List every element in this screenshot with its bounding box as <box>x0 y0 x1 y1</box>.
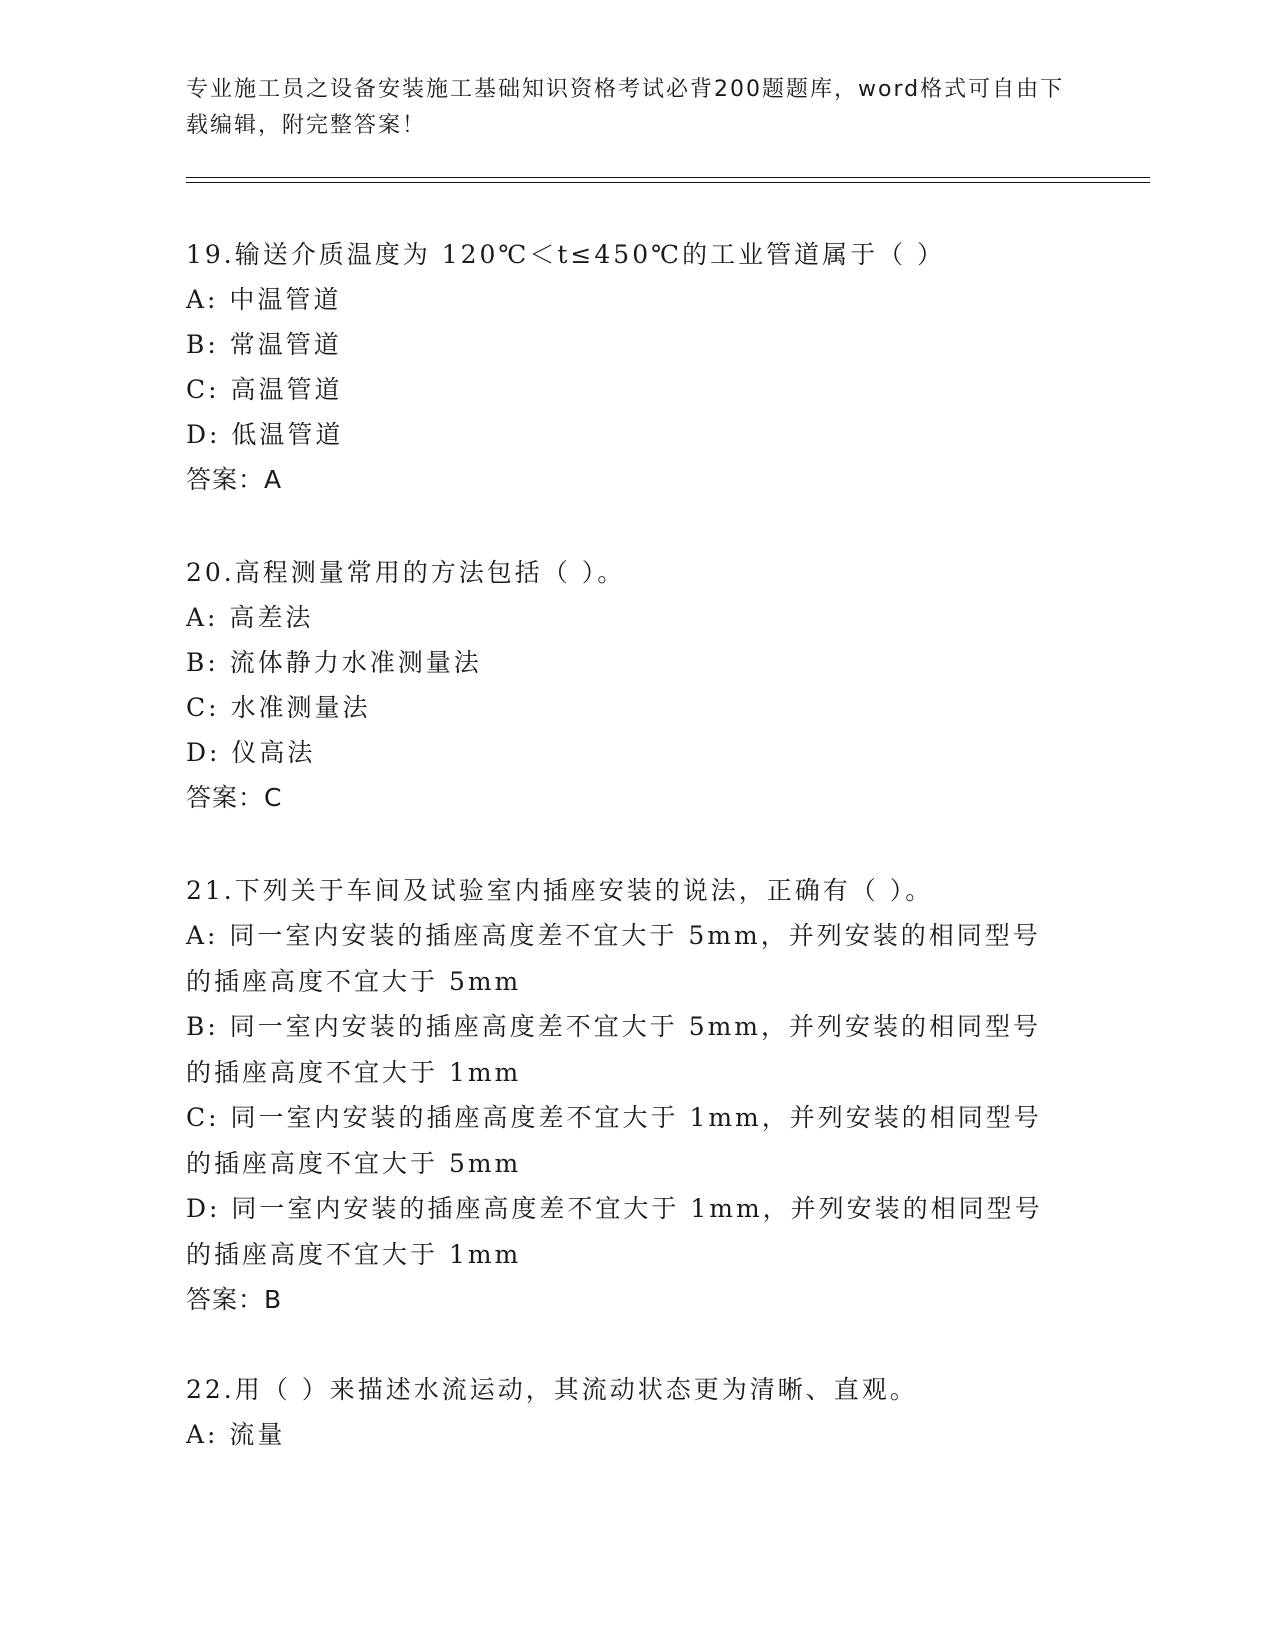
option-c: C: 高温管道 <box>186 375 343 404</box>
option-c: C: 同一室内安装的插座高度差不宜大于 1mm，并列安装的相同型号的插座高度不宜大于 5mm <box>186 1103 1042 1178</box>
question-22 <box>186 1367 1086 1457</box>
option-a: A: 同一室内安装的插座高度差不宜大于 5mm，并列安装的相同型号的插座高度不宜大于 5mm <box>186 921 1041 996</box>
answer: 答案：C <box>186 783 283 812</box>
option-d: D: 同一室内安装的插座高度差不宜大于 1mm，并列安装的相同型号的插座高度不宜大于 1mm <box>186 1194 1043 1269</box>
option-c: C: 水准测量法 <box>186 693 371 722</box>
question-stem: 20.高程测量常用的方法包括（ ）。 <box>186 558 626 587</box>
question-stem: 19.输送介质温度为 120℃＜t≤450℃的工业管道属于（ ） <box>186 240 946 269</box>
option-b: B: 流体静力水准测量法 <box>186 648 482 677</box>
option-a: A: 中温管道 <box>186 285 342 314</box>
option-d: D: 低温管道 <box>186 420 344 449</box>
header-divider-bottom <box>186 182 1150 183</box>
option-a: A: 流量 <box>186 1420 286 1449</box>
option-a: A: 高差法 <box>186 603 314 632</box>
answer: 答案：B <box>186 1285 283 1314</box>
question-stem: 22.用（ ）来描述水流运动，其流动状态更为清晰、直观。 <box>186 1375 918 1404</box>
question-20 <box>186 550 1086 820</box>
option-b: B: 常温管道 <box>186 330 342 359</box>
question-21 <box>186 868 1086 1322</box>
answer: 答案：A <box>186 465 283 494</box>
document-header: 专业施工员之设备安装施工基础知识资格考试必背200题题库，word格式可自由下载编辑，附完整答案！ <box>186 77 1065 138</box>
option-b: B: 同一室内安装的插座高度差不宜大于 5mm，并列安装的相同型号的插座高度不宜大于 1mm <box>186 1012 1042 1087</box>
header-divider-top <box>186 177 1150 178</box>
question-stem: 21.下列关于车间及试验室内插座安装的说法，正确有（ ）。 <box>186 876 934 905</box>
option-d: D: 仪高法 <box>186 738 316 767</box>
question-19 <box>186 232 1086 502</box>
